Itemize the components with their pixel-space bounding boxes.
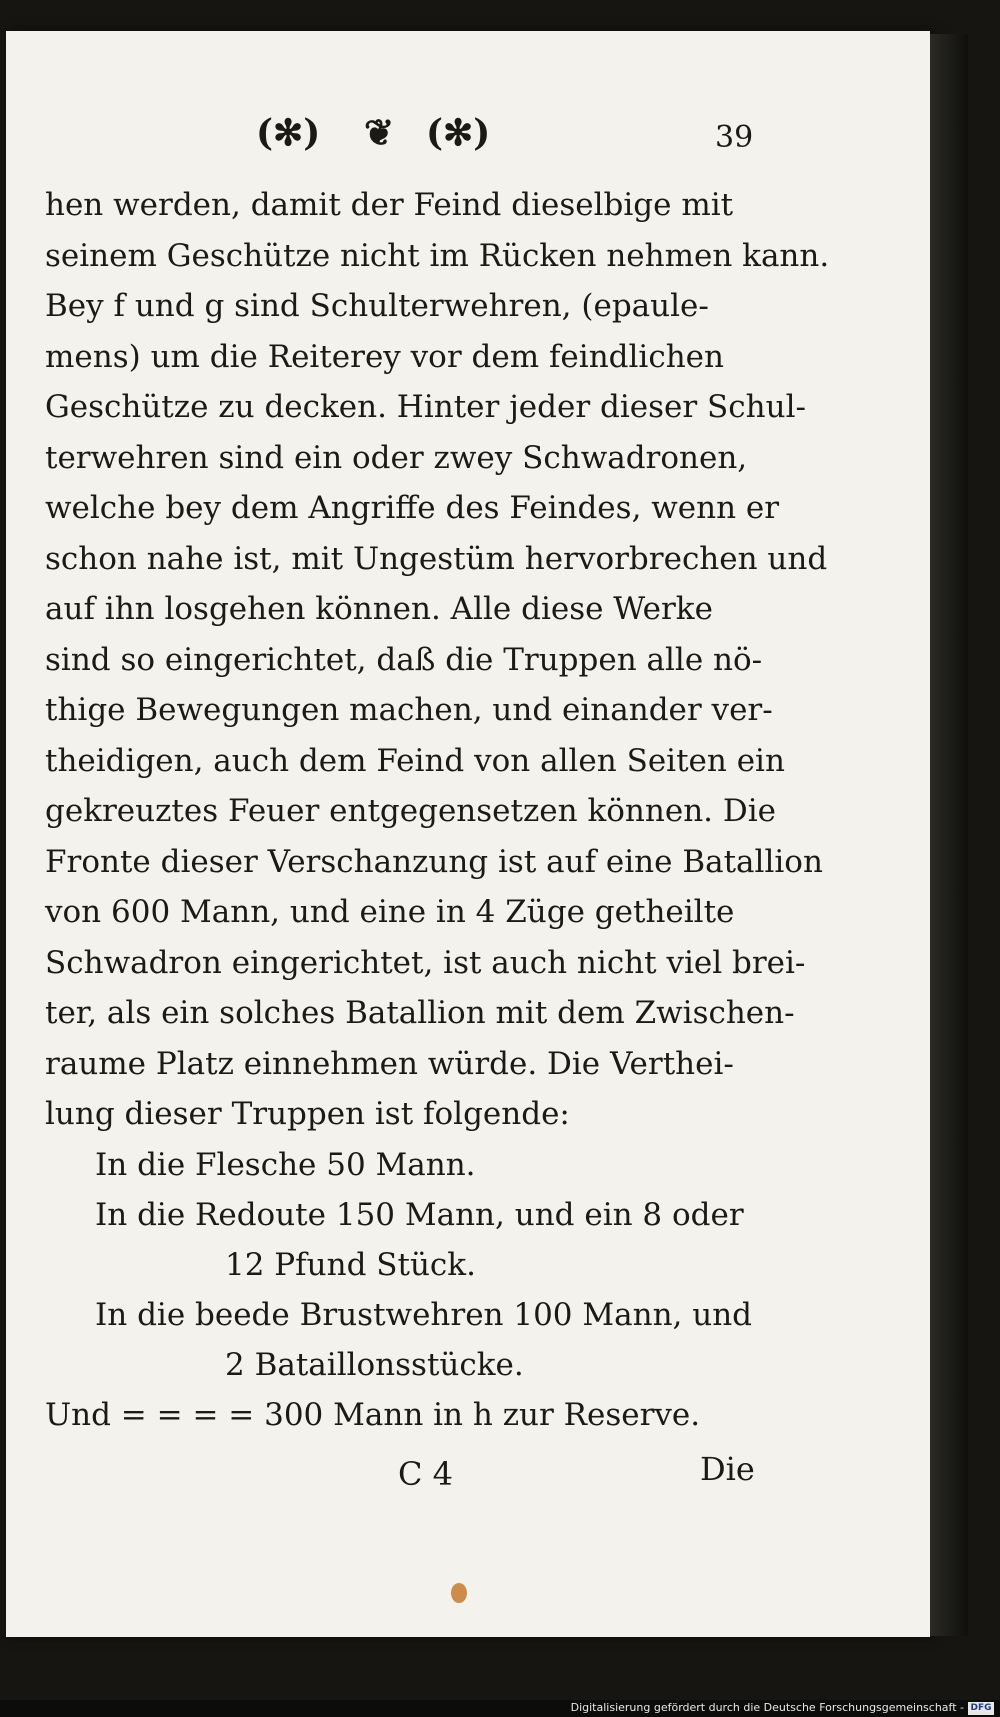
text-line: hen werden, damit der Feind dieselbige mit xyxy=(45,187,734,223)
list-item: In die beede Brustwehren 100 Mann, und xyxy=(95,1297,753,1333)
ornament-left-icon: (✻) xyxy=(256,112,321,154)
ornament-center-icon: ❦ xyxy=(364,112,395,154)
text-line: Schwadron eingerichtet, ist auch nicht viel brei- xyxy=(45,944,806,981)
page-number: 39 xyxy=(715,120,754,155)
signature-mark: C 4 xyxy=(398,1455,454,1493)
troop-distribution-list xyxy=(45,1140,765,1440)
text-line: lung dieser Truppen ist folgende: xyxy=(45,1096,570,1132)
text-line: raume Platz einnehmen würde. Die Verthei- xyxy=(45,1045,734,1082)
list-item: 12 Pfund Stück. xyxy=(225,1247,476,1283)
list-item: In die Redoute 150 Mann, und ein 8 oder xyxy=(95,1197,744,1233)
page-edge xyxy=(930,34,968,1636)
text-line: mens) um die Reiterey vor dem feindlichen xyxy=(45,338,724,375)
text-line: gekreuztes Feuer entgegensetzen können. Die xyxy=(45,793,776,829)
ink-stain xyxy=(451,1583,467,1603)
text-line: sind so eingerichtet, daß die Truppen alle nö- xyxy=(45,641,763,678)
catchword: Die xyxy=(700,1450,755,1488)
text-line: Geschütze zu decken. Hinter jeder dieser Schul- xyxy=(45,389,806,425)
text-line: seinem Geschütze nicht im Rücken nehmen kann. xyxy=(45,237,830,274)
text-line: von 600 Mann, und eine in 4 Züge getheilte xyxy=(45,894,735,930)
text-line: ter, als ein solches Batallion mit dem Zwischen- xyxy=(45,995,795,1031)
text-line: welche bey dem Angriffe des Feindes, wenn er xyxy=(45,490,780,526)
text-line: terwehren sind ein oder zwey Schwadronen, xyxy=(45,439,748,476)
list-item: In die Flesche 50 Mann. xyxy=(95,1147,476,1183)
digitization-credit: Digitalisierung gefördert durch die Deutsche Forschungsgemeinschaft - xyxy=(570,1701,964,1714)
body-text xyxy=(45,180,830,1140)
text-line: Fronte dieser Verschanzung ist auf eine Batallion xyxy=(45,843,823,880)
list-item: Und = = = = 300 Mann in h zur Reserve. xyxy=(45,1397,701,1433)
text-line: schon nahe ist, mit Ungestüm hervorbrechen und xyxy=(45,540,828,577)
text-line: Bey f und g sind Schulterwehren, (epaule- xyxy=(45,288,709,324)
ornament-right-icon: (✻) xyxy=(426,112,491,154)
dfg-logo: DFG xyxy=(968,1702,994,1715)
list-item: 2 Bataillonsstücke. xyxy=(225,1347,524,1383)
text-line: theidigen, auch dem Feind von allen Seiten ein xyxy=(45,742,785,779)
text-line: thige Bewegungen machen, und einander ver- xyxy=(45,692,773,728)
page-header xyxy=(256,108,776,158)
text-line: auf ihn losgehen können. Alle diese Werke xyxy=(45,591,713,627)
